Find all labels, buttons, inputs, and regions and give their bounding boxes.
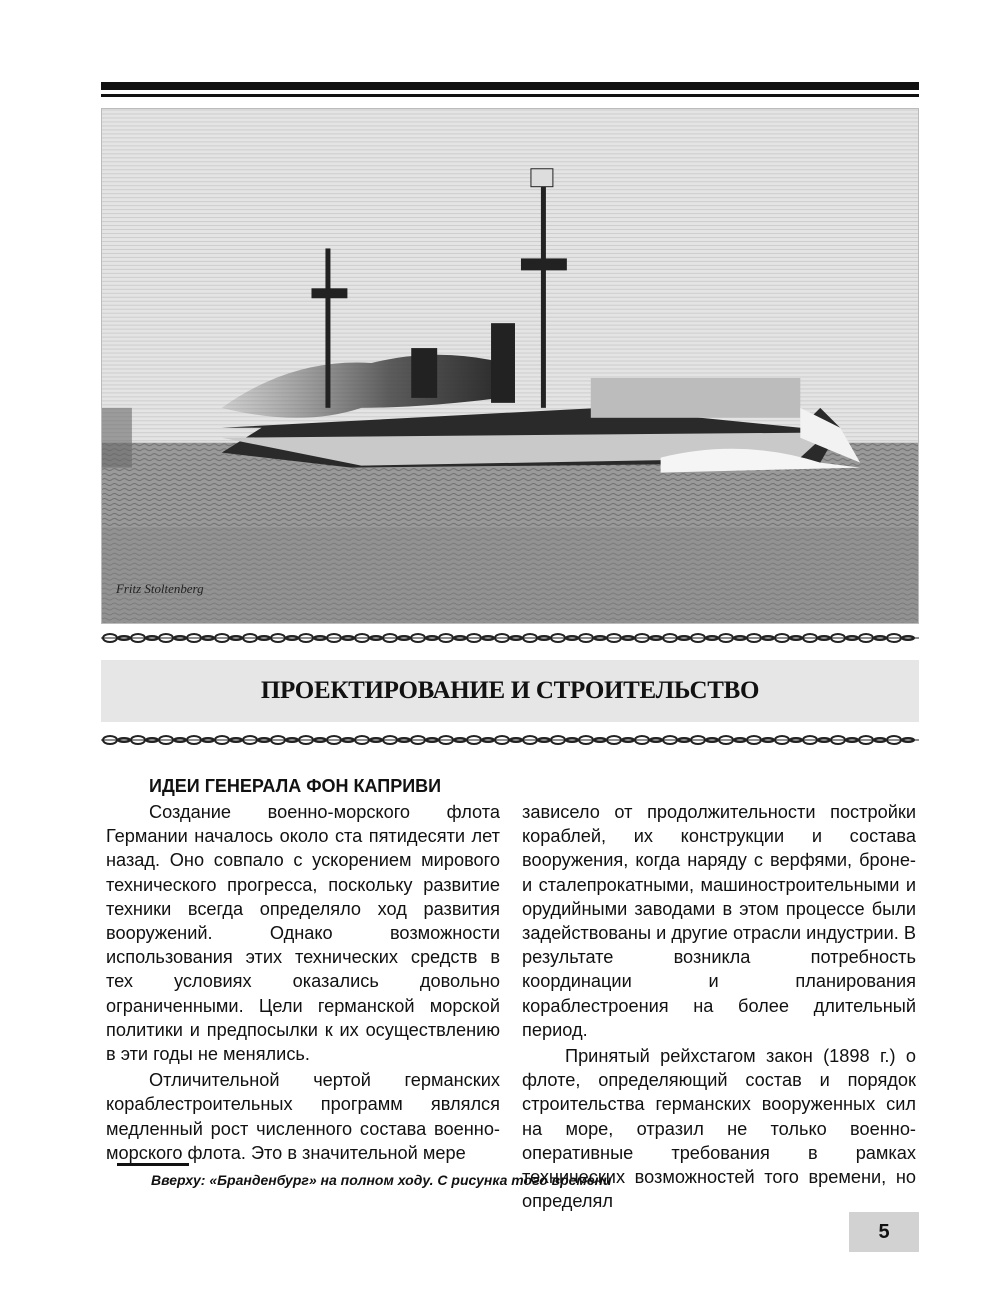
paragraph: Принятый рейхстагом закон (1898 г.) о флоте, определяющий состав и порядок строительства германских вооруженных сил на море, отразил не только военно-оперативные требования в рамках технических возможностей того времени, но определял (522, 1046, 916, 1212)
caption-rule (117, 1163, 189, 1166)
chain-ornament-bottom (101, 734, 919, 746)
header-rule-thick (101, 82, 919, 90)
article-left-column (106, 774, 500, 1165)
page-number-box (849, 1212, 919, 1252)
paragraph: Создание военно-морского флота Германии началось около ста пятидесяти лет назад. Оно совпало с ускорением мирового технического прогресса, поскольку развитие техники всегда определяло ход развития вооружений. Однако возможности использования этих технических средств в тех условиях оказались довольно ограниченными. Цели германской морской политики и предпосылки к их осуществлению в эти годы не менялись. (106, 802, 500, 1065)
article-heading: ИДЕИ ГЕНЕРАЛА ФОН КАПРИВИ (149, 776, 442, 796)
header-rule-thin (101, 94, 919, 97)
svg-text:Fritz Stoltenberg: Fritz Stoltenberg (115, 581, 204, 597)
ship-engraving-icon (102, 109, 918, 623)
page-number: 5 (878, 1220, 890, 1243)
paragraph: Отличительной чертой германских кораблестроительных программ являлся медленный рост численного состава военно-морского флота. Это в значительной мере (106, 1070, 500, 1163)
paragraph: зависело от продолжительности постройки кораблей, их конструкции и состава вооружения, когда наряду с верфями, броне- и сталепрокатными, машиностроительными и орудийными заводами в этом процессе были задействованы и другие отрасли индустрии. В результате возникла потребность координации и планирования кораблестроения на более длительный период. (522, 802, 916, 1040)
section-title: ПРОЕКТИРОВАНИЕ И СТРОИТЕЛЬСТВО (260, 677, 760, 704)
ship-illustration (101, 108, 919, 624)
chain-ornament-top (101, 632, 919, 644)
illustration-caption: Вверху: «Бранденбург» на полном ходу. С рисунка того времени (151, 1172, 612, 1188)
article-right-column (522, 800, 916, 1213)
section-title-banner (101, 660, 919, 722)
